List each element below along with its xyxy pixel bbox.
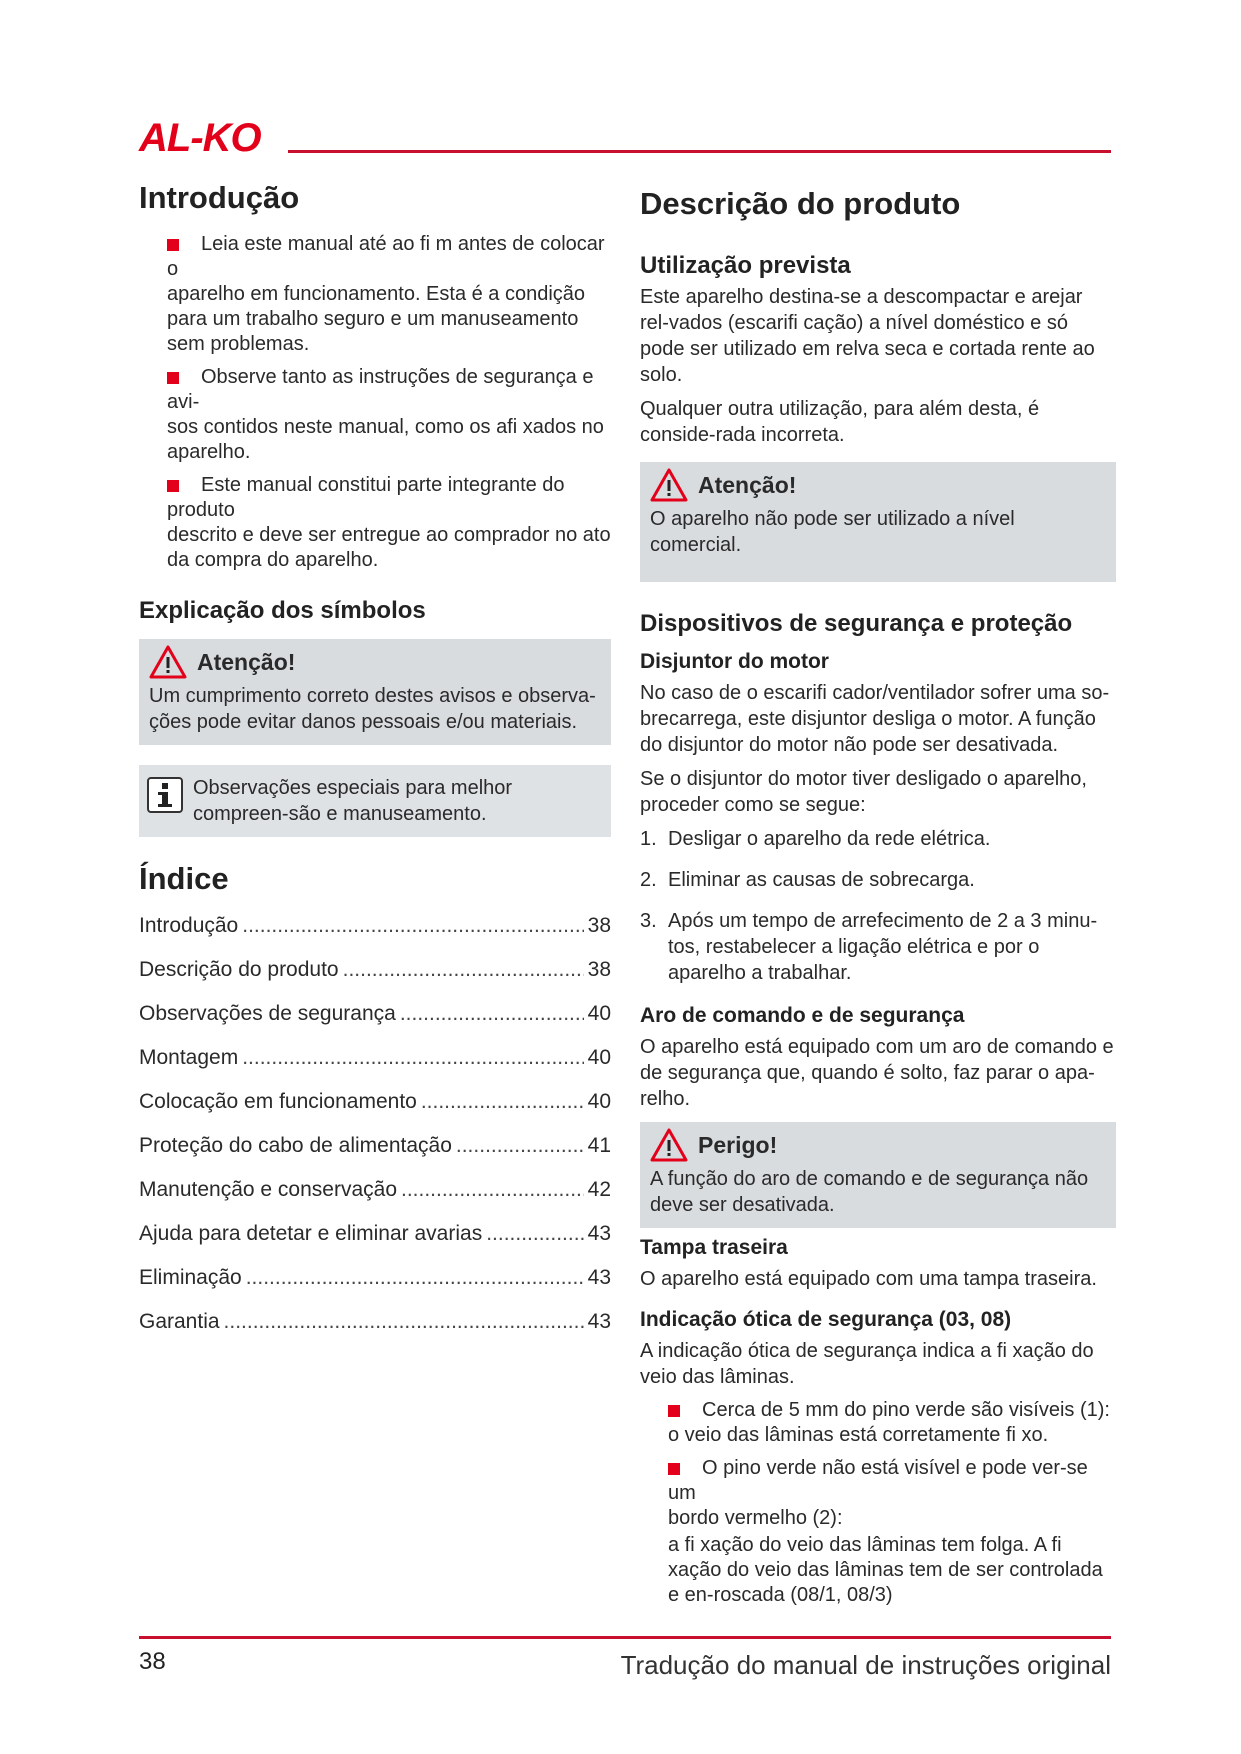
motor-steps: [640, 826, 1116, 986]
list-item: Observe tanto as instruções de segurança e avi- sos contidos neste manual, como os afi xados no aparelho.: [167, 366, 604, 463]
warning-triangle-icon: [650, 468, 688, 502]
optical-extra-text: a fi xação do veio das lâminas tem folga. A fi xação do veio das lâminas tem de ser controlada e en-roscada (08/1, 08/3): [668, 1534, 1103, 1606]
header-rule: [288, 150, 1111, 153]
info-box: [139, 765, 611, 837]
info-icon: [147, 777, 183, 813]
toc-entry[interactable]: Ajuda para detetar e eliminar avarias ..... 43: [139, 1221, 611, 1265]
symbols-title: Explicação dos símbolos: [139, 597, 426, 624]
intro-title: Introdução: [139, 180, 300, 215]
attention-box: [139, 639, 611, 745]
list-item: 1. Desligar o aparelho da rede elétrica.: [640, 828, 991, 850]
use-title: Utilização prevista: [640, 252, 851, 279]
list-item: Cerca de 5 mm do pino verde são visíveis (1): o veio das lâminas está corretamente fi xo.: [668, 1399, 1110, 1446]
toc-entry[interactable]: Introdução ..... 38: [139, 913, 611, 957]
attention-title: Atenção!: [197, 648, 296, 675]
page-number: 38: [139, 1648, 166, 1675]
list-item: O pino verde não está visível e pode ver-se um bordo vermelho (2): a fi xação do veio das lâminas tem folga. A fi xação do veio das lâminas tem de ser controlada e en-roscada (08/1, 08/3): [668, 1456, 1116, 1608]
list-item: Leia este manual até ao fi m antes de colocar o aparelho em funcionamento. Esta é a condição para um trabalho seguro e um manuseamento sem problemas.: [167, 233, 605, 355]
alko-logo: AL-KO: [139, 116, 261, 160]
footer-text: Tradução do manual de instruções original: [620, 1650, 1111, 1680]
optical-bullets: [640, 1398, 1116, 1608]
bullet-square-icon: [167, 239, 179, 251]
motor-paragraph-2: Se o disjuntor do motor tiver desligado o aparelho, proceder como se segue:: [640, 768, 1087, 816]
danger-text: A função do aro de comando e de segurança não deve ser desativada.: [650, 1168, 1089, 1216]
bullet-square-icon: [668, 1405, 680, 1417]
handle-title: Aro de comando e de segurança: [640, 1004, 965, 1027]
flap-paragraph: O aparelho está equipado com uma tampa traseira.: [640, 1268, 1097, 1290]
right-column: [640, 186, 1116, 1616]
optical-paragraph: A indicação ótica de segurança indica a fi xação do veio das lâminas.: [640, 1340, 1094, 1388]
bullet-square-icon: [167, 480, 179, 492]
intro-bullets: [139, 232, 611, 573]
toc-entry[interactable]: Montagem ..... 40: [139, 1045, 611, 1089]
toc-entry[interactable]: Garantia ..... 43: [139, 1309, 611, 1353]
danger-box: [640, 1122, 1116, 1228]
attention-title: Atenção!: [698, 471, 797, 498]
info-text: Observações especiais para melhor compreen-são e manuseamento.: [193, 777, 513, 825]
toc-entry[interactable]: Descrição do produto ..... 38: [139, 957, 611, 1001]
attention-box-commercial: [640, 462, 1116, 582]
bullet-square-icon: [167, 372, 179, 384]
product-title: Descrição do produto: [640, 186, 961, 221]
attention-text: O aparelho não pode ser utilizado a nível comercial.: [650, 508, 1015, 556]
use-paragraph-2: Qualquer outra utilização, para além desta, é conside-rada incorreta.: [640, 398, 1040, 446]
footer-rule: [139, 1636, 1111, 1639]
safety-title: Dispositivos de segurança e proteção: [640, 610, 1073, 637]
handle-paragraph: O aparelho está equipado com um aro de comando e de segurança que, quando é solto, faz parar o apa-relho.: [640, 1036, 1114, 1110]
warning-triangle-icon: [149, 645, 187, 679]
motor-paragraph-1: No caso de o escarifi cador/ventilador sofrer uma so-brecarrega, este disjuntor desliga o motor. A função do disjuntor do motor não pode ser desativada.: [640, 682, 1110, 756]
danger-title: Perigo!: [698, 1131, 778, 1158]
warning-triangle-icon: [650, 1128, 688, 1162]
optical-title: Indicação ótica de segurança (03, 08): [640, 1308, 1012, 1331]
toc-entry[interactable]: Manutenção e conservação ..... 42: [139, 1177, 611, 1221]
toc-entry[interactable]: Eliminação ..... 43: [139, 1265, 611, 1309]
index-title: Índice: [139, 861, 229, 896]
toc-entry[interactable]: Proteção do cabo de alimentação ..... 41: [139, 1133, 611, 1177]
bullet-square-icon: [668, 1463, 680, 1475]
list-item: 2. Eliminar as causas de sobrecarga.: [640, 869, 975, 891]
attention-text: Um cumprimento correto destes avisos e observa-ções pode evitar danos pessoais e/ou materiais.: [149, 685, 596, 733]
toc-entry[interactable]: Observações de segurança ..... 40: [139, 1001, 611, 1045]
motor-title: Disjuntor do motor: [640, 650, 829, 673]
flap-title: Tampa traseira: [640, 1236, 788, 1259]
table-of-contents: [139, 913, 611, 1353]
list-item: Este manual constitui parte integrante do produto descrito e deve ser entregue ao comprador no ato da compra do aparelho.: [167, 474, 611, 571]
left-column: [139, 180, 611, 1353]
use-paragraph-1: Este aparelho destina-se a descompactar e arejar rel-vados (escarifi cação) a nível doméstico e só pode ser utilizado em relva seca e cortada rente ao solo.: [640, 286, 1095, 386]
toc-entry[interactable]: Colocação em funcionamento ..... 40: [139, 1089, 611, 1133]
list-item: 3. Após um tempo de arrefecimento de 2 a 3 minu-tos, restabelecer a ligação elétrica e por o aparelho a trabalhar.: [640, 910, 1098, 984]
